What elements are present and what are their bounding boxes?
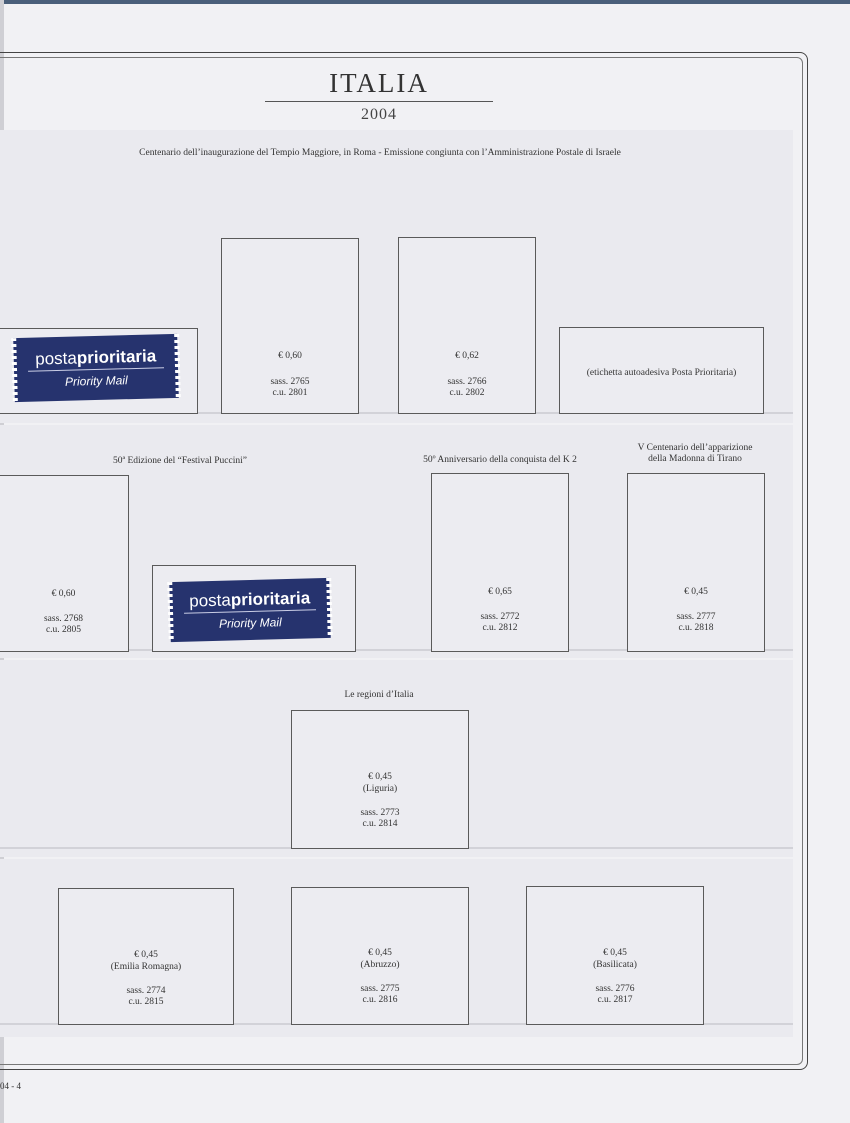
page-year: 2004 [361, 106, 397, 123]
page-number: 04 - 4 [0, 1081, 21, 1091]
page-title: ITALIA [329, 68, 429, 98]
stamp-mount-2777: € 0,45 sass. 2777 c.u. 2818 [627, 473, 765, 652]
stamp-mount-2773: € 0,45 (Liguria) sass. 2773 c.u. 2814 [291, 710, 469, 849]
priority-mail-label-1: postaprioritaria Priority Mail [13, 334, 179, 402]
stamp-mount-2768: € 0,60 sass. 2768 c.u. 2805 [0, 475, 129, 652]
row2-caption-tirano-2: della Madonna di Tirano [648, 454, 742, 464]
row2-caption-puccini: 50ª Edizione del “Festival Puccini” [112, 456, 247, 466]
row2-caption-tirano-1: V Centenario dell’apparizione [637, 443, 753, 453]
top-edge-strip [0, 0, 850, 4]
stamp-mount-2772: € 0,65 sass. 2772 c.u. 2812 [431, 473, 569, 652]
stamp-mount-2766: € 0,62 sass. 2766 c.u. 2802 [398, 237, 536, 414]
stamp-mount-2775: € 0,45 (Abruzzo) sass. 2775 c.u. 2816 [291, 887, 469, 1025]
stamp-mount-2765: € 0,60 sass. 2765 c.u. 2801 [221, 238, 359, 414]
stamp-mount-etichetta: (etichetta autoadesiva Posta Prioritaria) [559, 327, 764, 414]
title-rule [265, 101, 493, 102]
row1-caption: Centenario dell’inaugurazione del Tempio Maggiore, in Roma - Emissione congiunta con l’Amministrazione Postale di Israele [139, 148, 621, 158]
row3-caption: Le regioni d’Italia [344, 690, 414, 700]
stamp-mount-2776: € 0,45 (Basilicata) sass. 2776 c.u. 2817 [526, 886, 704, 1025]
stamp-mount-2774: € 0,45 (Emilia Romagna) sass. 2774 c.u. 2815 [58, 888, 234, 1025]
row2-caption-k2: 50º Anniversario della conquista del K 2 [423, 455, 577, 465]
priority-mail-label-2: postaprioritaria Priority Mail [169, 578, 331, 642]
